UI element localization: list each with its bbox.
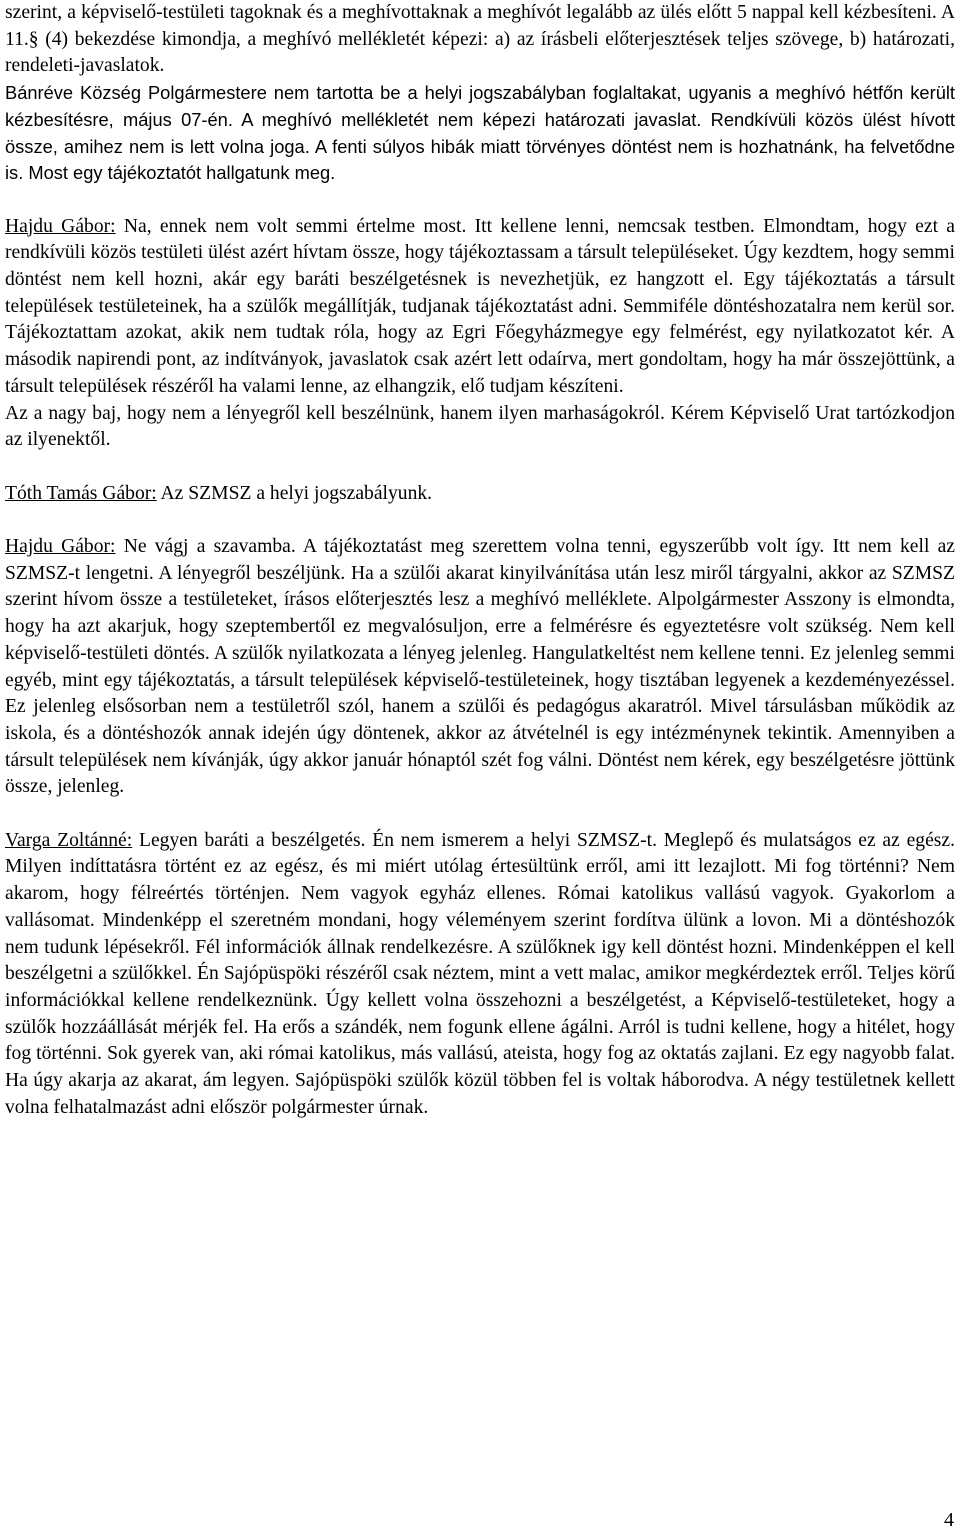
paragraph-5 [5, 481, 955, 508]
paragraph-5-text: Az SZMSZ a helyi jogszabályunk. [156, 482, 433, 504]
paragraph-2 [5, 80, 955, 187]
document-page [5, 0, 955, 1121]
paragraph-4-text: Az a nagy baj, hogy nem a lényegről kell beszélnünk, hanem ilyen marhaságokról. Kérem Képviselő Urat tartózkodjon az ilyenektől. [5, 402, 955, 451]
paragraph-1 [5, 0, 955, 80]
paragraph-7 [5, 828, 955, 1122]
paragraph-4 [5, 401, 955, 454]
speaker-name: Hajdu Gábor: [5, 215, 116, 237]
paragraph-3-text: Na, ennek nem volt semmi értelme most. Itt kellene lenni, nemcsak testben. Elmondtam, hogy ezt a rendkívüli közös testületi ülést azért hívtam össze, hogy tájékoztassam a társult településeket. Úgy kezdtem, hogy semmi döntést nem kell hozni, akár egy baráti beszélgetésnek is nevezhetjük, ez hangzott el. Egy tájékoztatás a társult települések testületeinek, ha a szülők megállítják, tudjanak tájékoztatást adni. Semmiféle döntéshozatalra nem kerül sor. Tájékoztattam azokat, akik nem tudtak róla, hogy az Egri Főegyházmegye egy felmérést, egy nyilatkozatot kér. A második napirendi pont, az indítványok, javaslatok csak azért lett odaírva, mert gondoltam, hogy ha már összejöttünk, a társult települések részéről ha valami lenne, az elhangzik, elő tudjam készíteni. [5, 215, 955, 397]
speaker-name: Varga Zoltánné: [5, 829, 133, 851]
paragraph-7-text: Legyen baráti a beszélgetés. Én nem ismerem a helyi SZMSZ-t. Meglepő és mulatságos ez az egész. Milyen indíttatásra történt ez az egész, és mi miért utólag értesültünk erről, ami itt lezajlott. Mi fog történni? Nem akarom, hogy félreértés történjen. Nem vagyok egyház ellenes. Római katolikus vallású vagyok. Gyakorlom a vallásomat. Mindenképp el szeretném mondani, hogy véleményem szerint fordítva ülünk a lovon. Mi a döntéshozók nem tudunk lépésekről. Fél információk állnak rendelkezésre. A szülőknek igy kell döntést hozni. Mindenképpen el kell beszélgetni a szülőkkel. Én Sajópüspöki részéről csak néztem, mint a vett malac, amikor megkérdeztek erről. Teljes körű információkkal kellene rendelkeznünk. Úgy kellett volna összehozni a beszélgetést, a Képviselő-testületeket, hogy a szülők hozzáállását mérjék fel. Ha erős a szándék, nem fogunk ellene ágálni. Arról is tudni kellene, hogy a hitélet, hogy fog történni. Sok gyerek van, aki római katolikus, más vallású, ateista, hogy fog az oktatás zajlani. Ez egy nagyobb falat. Ha úgy akarja az akarat, ám legyen. Sajópüspöki szülők közül többen fel is voltak háborodva. A négy testületnek kellett volna felhatalmazást adni először polgármester úrnak. [5, 829, 955, 1118]
speaker-name: Tóth Tamás Gábor: [5, 482, 157, 504]
paragraph-1-text: szerint, a képviselő-testületi tagoknak és a meghívottaknak a meghívót legalább az ülés előtt 5 nappal kell kézbesíteni. A 11.§ (4) bekezdése kimondja, a meghívó mellékletét képezi: a) az írásbeli előterjesztések teljes szövege, b) határozati, rendeleti-javaslatok. [5, 2, 955, 77]
paragraph-6-text: Ne vágj a szavamba. A tájékoztatást meg szerettem volna tenni, egyszerűbb volt így. Itt nem kell az SZMSZ-t lengetni. A lényegről beszéljünk. Ha a szülői akarat kinyilvánítása után lesz miről tárgyalni, akkor az SZMSZ szerint hívom össze a testületeket, írásos előterjesztés lesz a meghívó melléklete. Alpolgármester Asszony is elmondta, hogy ha azt akarjuk, hogy szeptembertől ez megvalósuljon, erre a felmérésre és egyeztetésre volt szükség. Nem kell képviselő-testületi döntés. A szülők nyilatkozata a lényeg jelenleg. Hangulatkeltést nem kellene tenni. Ez jelenleg semmi egyéb, mint egy tájékoztatás, a társult települések képviselő-testületeinek, hogy tisztában legyenek a kezdeményezéssel. Ez jelenleg elsősorban nem a testületről szól, hanem a szülői és pedagógus akaratról. Mivel társulásban működik az iskola, és a döntéshozók annak idején úgy döntenek, akkor az átvételnél is egy intézménynek tekintik. Amennyiben a társult települések nem kívánják, úgy akkor január hónaptól szét fog válni. Döntést nem kérek, egy beszélgetésre jöttünk össze, jelenleg. [5, 536, 955, 798]
paragraph-2-text: Bánréve Község Polgármestere nem tartotta be a helyi jogszabályban foglaltakat, ugyanis a meghívó hétfőn került kézbesítésre, május 07-én. A meghívó mellékletét nem képezi határozati javaslat. Rendkívüli közös ülést hívott össze, amihez nem is lett volna joga. A fenti súlyos hibák miatt törvényes döntést nem is hozhatnánk, ha felvetődne is. Most egy tájékoztatót hallgatunk meg. [5, 82, 955, 184]
speaker-name: Hajdu Gábor: [5, 536, 116, 558]
paragraph-6 [5, 534, 955, 801]
paragraph-3 [5, 214, 955, 401]
page-number: 4 [944, 1509, 954, 1531]
